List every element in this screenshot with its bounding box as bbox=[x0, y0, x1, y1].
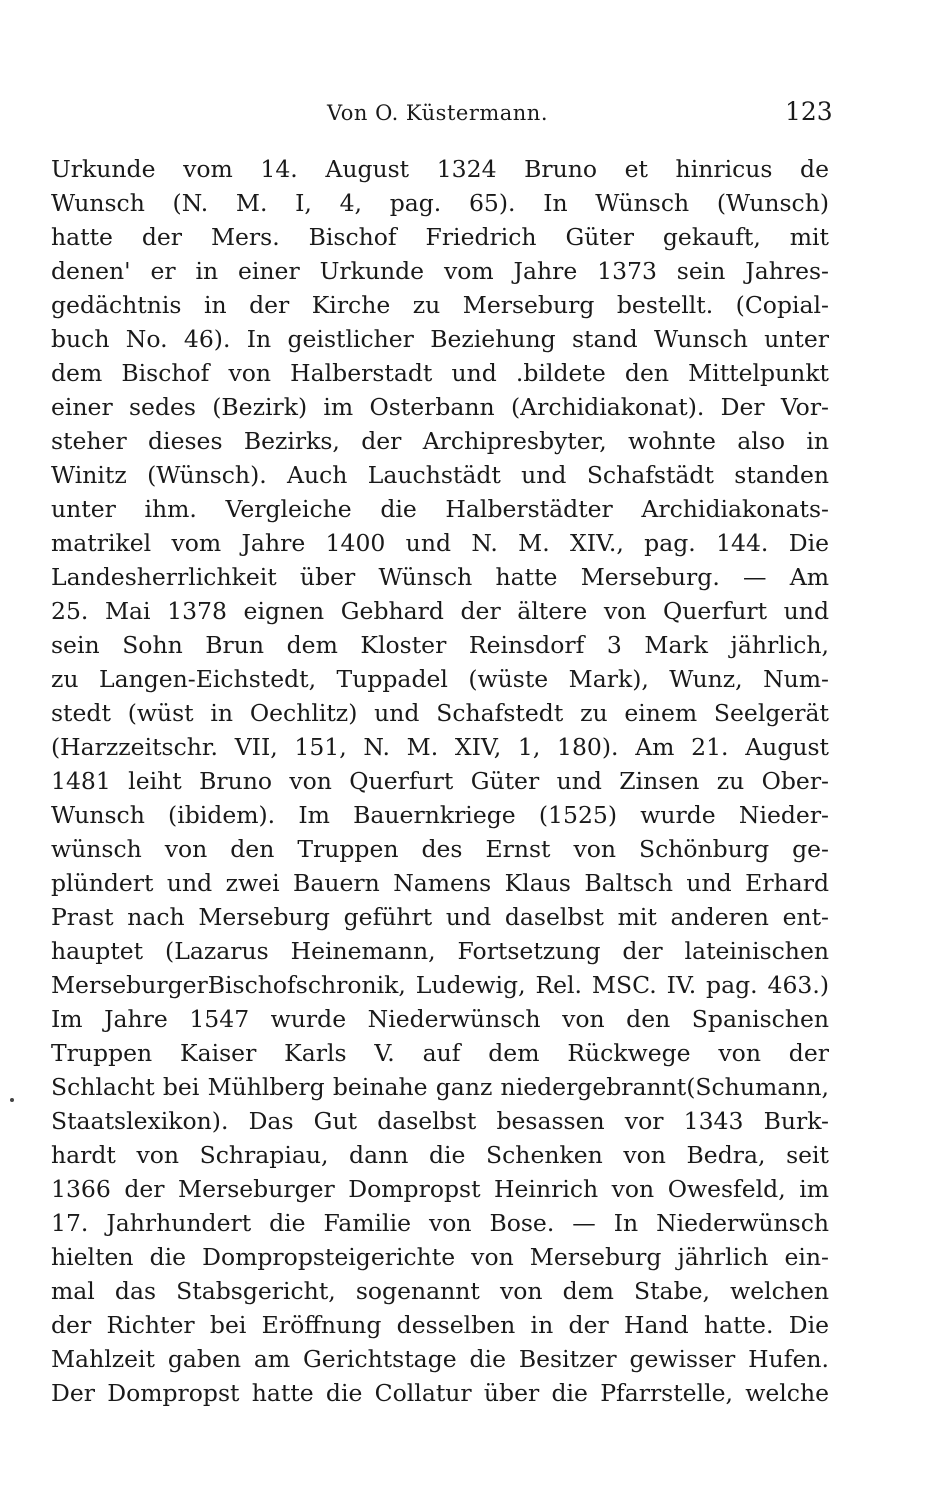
text-line: MerseburgerBischofschronik, Ludewig, Rel. MSC. IV. pag. 463.) bbox=[51, 971, 829, 999]
page-number: 123 bbox=[785, 97, 833, 126]
text-line: dem Bischof von Halberstadt und .bildete den Mittelpunkt bbox=[51, 359, 829, 387]
text-line: matrikel vom Jahre 1400 und N. M. XIV., pag. 144. Die bbox=[51, 529, 829, 557]
text-line: unter ihm. Vergleiche die Halberstädter Archidiakonats- bbox=[51, 495, 829, 523]
text-line: Landesherrlichkeit über Wünsch hatte Merseburg. — Am bbox=[51, 563, 829, 591]
text-line: 25. Mai 1378 eignen Gebhard der ältere von Querfurt und bbox=[51, 597, 829, 625]
text-line: denen' er in einer Urkunde vom Jahre 1373 sein Jahres- bbox=[51, 257, 829, 285]
text-line: Truppen Kaiser Karls V. auf dem Rückwege von der bbox=[51, 1039, 829, 1067]
text-line: Der Dompropst hatte die Collatur über die Pfarrstelle, welche bbox=[51, 1379, 829, 1407]
text-line: Urkunde vom 14. August 1324 Bruno et hinricus de bbox=[51, 155, 829, 183]
text-line: sein Sohn Brun dem Kloster Reinsdorf 3 Mark jährlich, bbox=[51, 631, 829, 659]
body-text bbox=[51, 152, 829, 1410]
running-head bbox=[0, 97, 935, 131]
text-line: hielten die Dompropsteigerichte von Merseburg jährlich ein- bbox=[51, 1243, 829, 1271]
text-line: 1366 der Merseburger Dompropst Heinrich von Owesfeld, im bbox=[51, 1175, 829, 1203]
text-line: Winitz (Wünsch). Auch Lauchstädt und Schafstädt standen bbox=[51, 461, 829, 489]
text-line: 17. Jahrhundert die Familie von Bose. — In Niederwünsch bbox=[51, 1209, 829, 1237]
text-line: steher dieses Bezirks, der Archipresbyter, wohnte also in bbox=[51, 427, 829, 455]
text-line: Prast nach Merseburg geführt und daselbst mit anderen ent- bbox=[51, 903, 829, 931]
text-line: Staatslexikon). Das Gut daselbst besassen vor 1343 Burk- bbox=[51, 1107, 829, 1135]
running-title: Von O. Küstermann. bbox=[327, 101, 549, 125]
text-line: zu Langen-Eichstedt, Tuppadel (wüste Mark), Wunz, Num- bbox=[51, 665, 829, 693]
text-line: hauptet (Lazarus Heinemann, Fortsetzung der lateinischen bbox=[51, 937, 829, 965]
text-line: mal das Stabsgericht, sogenannt von dem Stabe, welchen bbox=[51, 1277, 829, 1305]
text-line: gedächtnis in der Kirche zu Merseburg bestellt. (Copial- bbox=[51, 291, 829, 319]
text-line: stedt (wüst in Oechlitz) und Schafstedt zu einem Seelgerät bbox=[51, 699, 829, 727]
text-line: 1481 leiht Bruno von Querfurt Güter und Zinsen zu Ober- bbox=[51, 767, 829, 795]
text-line: einer sedes (Bezirk) im Osterbann (Archidiakonat). Der Vor- bbox=[51, 393, 829, 421]
text-line: Wunsch (N. M. I, 4, pag. 65). In Wünsch (Wunsch) bbox=[51, 189, 829, 217]
text-line: wünsch von den Truppen des Ernst von Schönburg ge- bbox=[51, 835, 829, 863]
text-line: (Harzzeitschr. VII, 151, N. M. XIV, 1, 180). Am 21. August bbox=[51, 733, 829, 761]
text-line: plündert und zwei Bauern Namens Klaus Baltsch und Erhard bbox=[51, 869, 829, 897]
text-line: hatte der Mers. Bischof Friedrich Güter gekauft, mit bbox=[51, 223, 829, 251]
text-line: buch No. 46). In geistlicher Beziehung stand Wunsch unter bbox=[51, 325, 829, 353]
text-line: Mahlzeit gaben am Gerichtstage die Besitzer gewisser Hufen. bbox=[51, 1345, 829, 1373]
text-line: der Richter bei Eröffnung desselben in der Hand hatte. Die bbox=[51, 1311, 829, 1339]
text-line: Schlacht bei Mühlberg beinahe ganz niedergebrannt(Schumann, bbox=[51, 1073, 829, 1101]
text-line: hardt von Schrapiau, dann die Schenken von Bedra, seit bbox=[51, 1141, 829, 1169]
text-line: Wunsch (ibidem). Im Bauernkriege (1525) wurde Nieder- bbox=[51, 801, 829, 829]
text-line: Im Jahre 1547 wurde Niederwünsch von den Spanischen bbox=[51, 1005, 829, 1033]
margin-speck bbox=[10, 1098, 14, 1102]
